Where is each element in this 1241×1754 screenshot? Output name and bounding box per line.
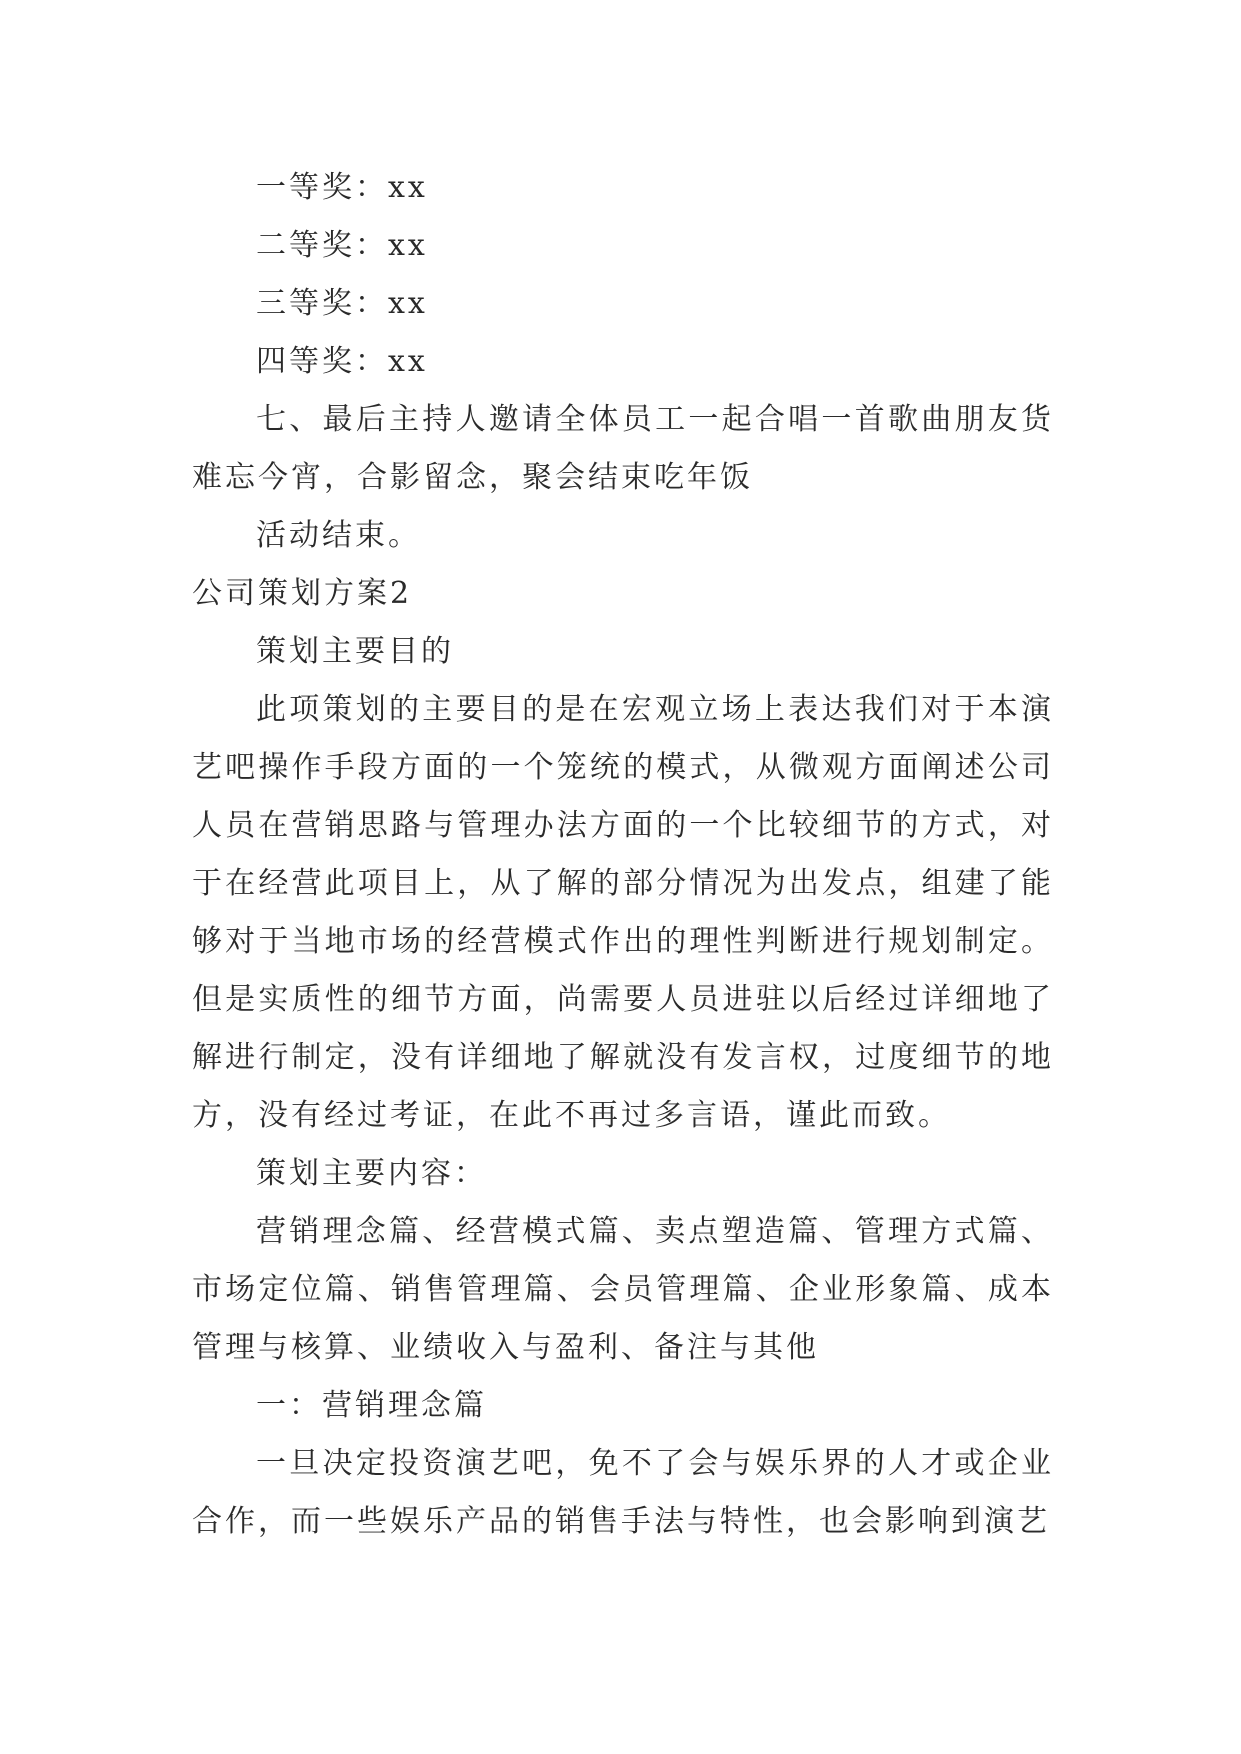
paragraph-closing-song: 七、最后主持人邀请全体员工一起合唱一首歌曲朋友货难忘今宵，合影留念，聚会结束吃年饭: [192, 402, 1054, 495]
document-body: [192, 159, 1054, 1551]
paragraph-content-list: 营销理念篇、经营模式篇、卖点塑造篇、管理方式篇、市场定位篇、销售管理篇、会员管理篇、企业形象篇、成本管理与核算、业绩收入与盈利、备注与其他: [192, 1214, 1054, 1365]
subheading-purpose: 策划主要目的: [256, 634, 454, 669]
paragraph-event-end: 活动结束。: [256, 518, 421, 553]
section-title: 公司策划方案2: [192, 576, 413, 611]
paragraph-marketing: 一旦决定投资演艺吧，免不了会与娱乐界的人才或企业合作，而一些娱乐产品的销售手法与特性，也会影响到演艺: [192, 1446, 1054, 1539]
subheading-content: 策划主要内容：: [256, 1156, 487, 1191]
prize-first: 一等奖：xx: [256, 170, 428, 205]
paragraph-purpose: 此项策划的主要目的是在宏观立场上表达我们对于本演艺吧操作手段方面的一个笼统的模式，从微观方面阐述公司人员在营销思路与管理办法方面的一个比较细节的方式，对于在经营此项目上，从了解的部分情况为出发点，组建了能够对于当地市场的经营模式作出的理性判断进行规划制定。但是实质性的细节方面，尚需要人员进驻以后经过详细地了解进行制定，没有详细地了解就没有发言权，过度细节的地方，没有经过考证，在此不再过多言语，谨此而致。: [192, 692, 1054, 1133]
prize-fourth: 四等奖：xx: [256, 344, 428, 379]
subheading-marketing: 一：营销理念篇: [256, 1388, 487, 1423]
prize-third: 三等奖：xx: [256, 286, 428, 321]
prize-second: 二等奖：xx: [256, 228, 428, 263]
